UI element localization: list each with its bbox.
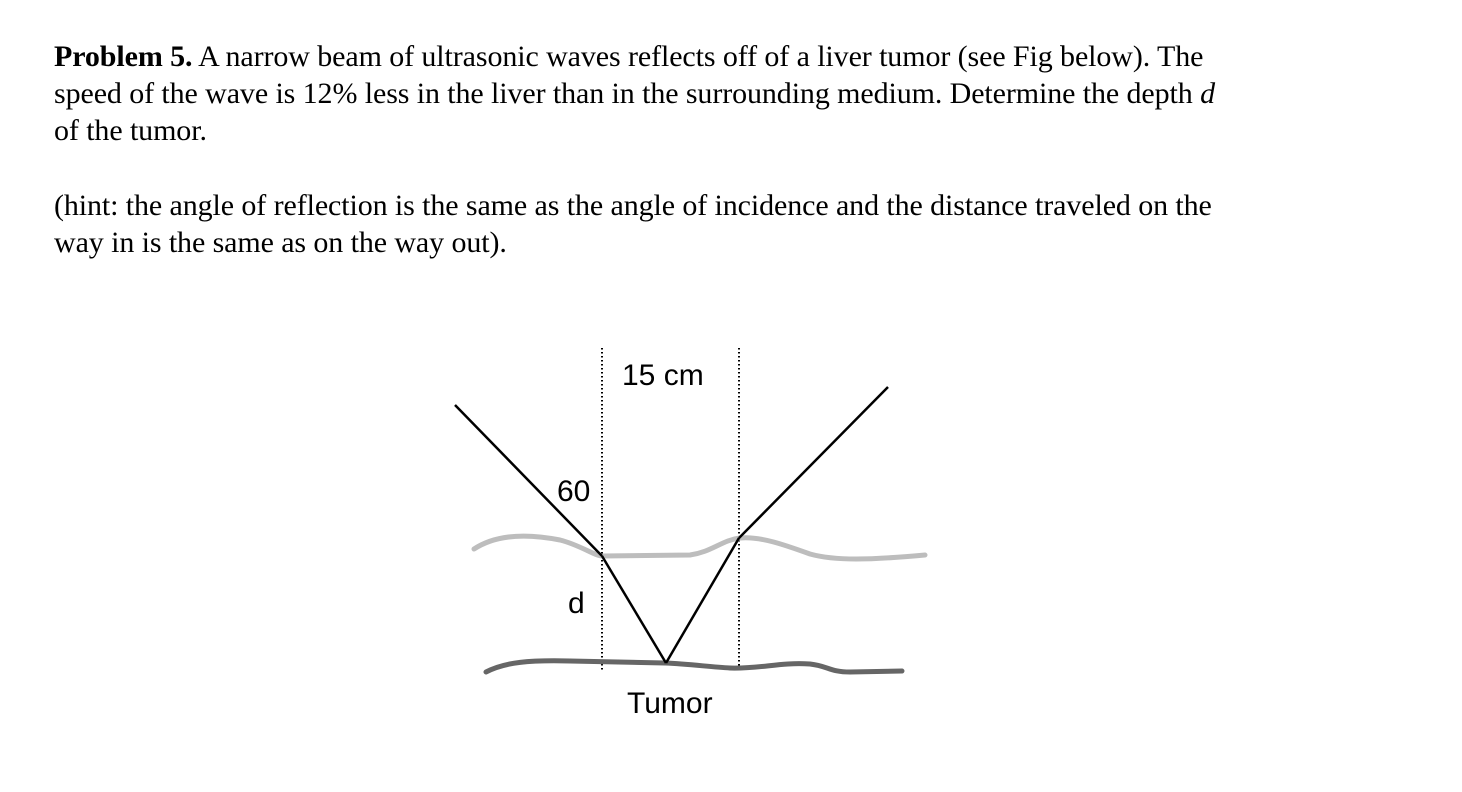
hint-line-2: way in is the same as on the way out). — [54, 226, 507, 259]
depth-variable: d — [1200, 77, 1215, 110]
refracted-beam-down — [602, 556, 666, 663]
angle-label: 60 — [557, 475, 591, 508]
statement-text-1: A narrow beam of ultrasonic waves reflects off of a liver tumor (see Fig below). The — [192, 40, 1204, 73]
tumor-label: Tumor — [627, 687, 713, 720]
outgoing-beam — [739, 387, 888, 538]
statement-line-3: of the tumor. — [54, 114, 207, 147]
hint-line-1: (hint: the angle of reflection is the same as the angle of incidence and the distance traveled on the — [54, 189, 1212, 222]
liver-surface-line — [474, 536, 925, 559]
depth-label: d — [568, 587, 585, 620]
tumor-surface-line — [486, 661, 902, 672]
width-label: 15 cm — [622, 359, 704, 392]
statement-text-2: speed of the wave is 12% less in the liver than in the surrounding medium. Determine the depth — [54, 77, 1201, 110]
problem-heading: Problem 5. — [54, 40, 193, 73]
